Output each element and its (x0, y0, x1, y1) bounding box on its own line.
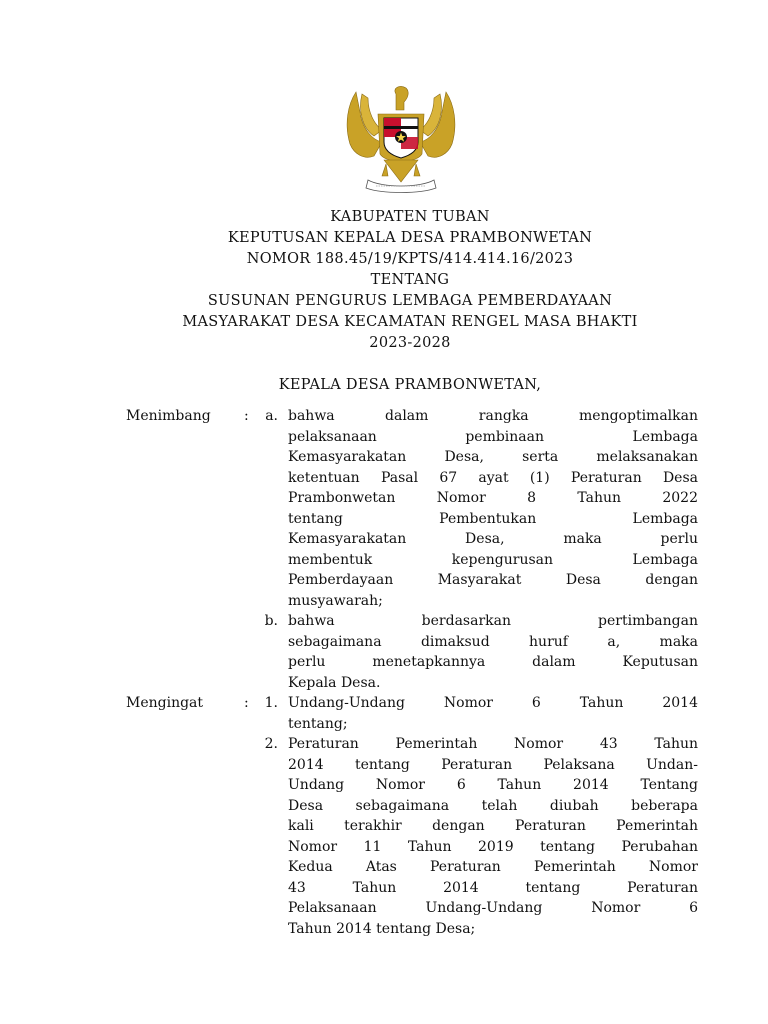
text-line: musyawarah; (288, 592, 383, 609)
text-line: 2014 tentang Peraturan Pelaksana Undan- (288, 756, 698, 773)
mengingat-label: Mengingat (126, 695, 204, 711)
menimbang-colon: : (244, 408, 249, 424)
decree-number: NOMOR 188.45/19/KPTS/414.414.16/2023 (246, 251, 574, 267)
subject-line-1: SUSUNAN PENGURUS LEMBAGA PEMBERDAYAAN (207, 293, 613, 309)
text-line: sebagaimana dimaksud huruf a, maka (288, 633, 698, 650)
mengingat-colon: : (244, 695, 249, 711)
text-line: kali terakhir dengan Peraturan Pemerintah (288, 818, 698, 834)
text-line: Desa sebagaimana telah diubah beberapa (288, 797, 698, 814)
text-line: bahwa berdasarkan pertimbangan (288, 613, 698, 629)
text-line: Kemasyarakatan Desa, serta melaksanakan (288, 449, 698, 465)
text-line: Nomor 11 Tahun 2019 tentang Perubahan (288, 838, 698, 855)
menimbang-item-b (126, 611, 698, 693)
item-marker: a. (265, 408, 278, 424)
text-line: Prambonwetan Nomor 8 Tahun 2022 (288, 490, 698, 506)
text-line: tentang Pembentukan Lembaga (288, 510, 698, 527)
text-line: Kemasyarakatan Desa, maka perlu (288, 531, 698, 547)
item-text (288, 406, 698, 611)
text-line: tentang; (288, 715, 348, 732)
text-line: bahwa dalam rangka mengoptimalkan (288, 408, 698, 424)
item-text (288, 693, 698, 734)
subject-line-2: MASYARAKAT DESA KECAMATAN RENGEL MASA BHAKTI (182, 314, 638, 330)
text-line: Kepala Desa. (288, 674, 381, 691)
text-line: 43 Tahun 2014 tentang Peraturan (288, 879, 698, 896)
menimbang-item-a (126, 406, 698, 611)
official-title: KEPALA DESA PRAMBONWETAN, (278, 377, 542, 393)
text-line: ketentuan Pasal 67 ayat (1) Peraturan Desa (288, 469, 698, 486)
text-line: Kedua Atas Peraturan Pemerintah Nomor (288, 859, 698, 875)
text-line: Tahun 2014 tentang Desa; (288, 920, 476, 937)
regency-title: KABUPATEN TUBAN (330, 209, 490, 225)
text-line: pelaksanaan pembinaan Lembaga (288, 428, 698, 445)
text-line: Pelaksanaan Undang-Undang Nomor 6 (288, 900, 698, 916)
menimbang-label: Menimbang (126, 408, 211, 424)
text-line: Peraturan Pemerintah Nomor 43 Tahun (288, 736, 698, 752)
text-line: Undang-Undang Nomor 6 Tahun 2014 (288, 695, 698, 711)
item-marker: 1. (264, 695, 278, 711)
garuda-pancasila-emblem (338, 84, 464, 196)
period-line: 2023-2028 (369, 335, 451, 351)
text-line: Pemberdayaan Masyarakat Desa dengan (288, 572, 698, 588)
item-marker: 2. (264, 736, 278, 752)
about-label: TENTANG (370, 272, 450, 288)
decree-title: KEPUTUSAN KEPALA DESA PRAMBONWETAN (227, 230, 593, 246)
document-header (90, 207, 730, 396)
text-line: Undang Nomor 6 Tahun 2014 Tentang (288, 777, 698, 793)
decree-body (126, 406, 698, 939)
item-marker: b. (264, 613, 278, 629)
item-text (288, 734, 698, 939)
mengingat-item-1 (126, 693, 698, 734)
mengingat-item-2 (126, 734, 698, 939)
text-line: perlu menetapkannya dalam Keputusan (288, 654, 698, 670)
item-text (288, 611, 698, 693)
text-line: membentuk kepengurusan Lembaga (288, 551, 698, 568)
